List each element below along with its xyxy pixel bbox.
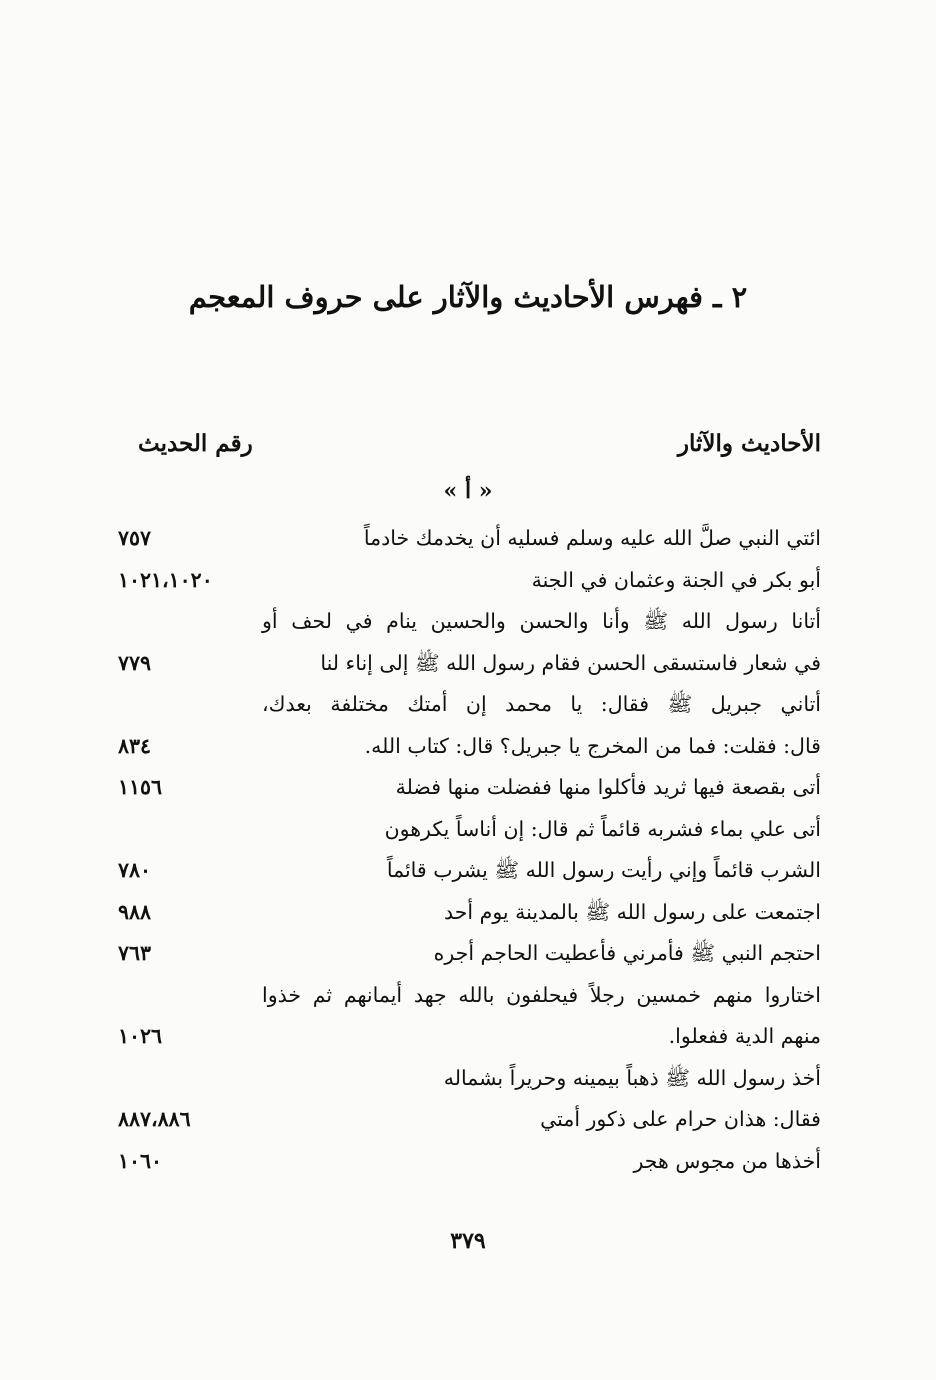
index-line <box>0 767 936 809</box>
hadith-text: أتى بقصعة فيها ثريد فأكلوا منها ففضلت منها فضلة <box>395 775 821 799</box>
hadith-text: أتاني جبريل ﷺ فقال: يا محمد إن أمتك مختلفة بعدك، <box>262 692 821 716</box>
hadith-text: أبو بكر في الجنة وعثمان في الجنة <box>531 567 821 592</box>
column-header-hadiths: الأحاديث والآثار <box>677 430 821 457</box>
hadith-text: ائتي النبي صلَّ الله عليه وسلم فسليه أن يخدمك خادماً <box>363 526 821 550</box>
index-line <box>0 892 936 934</box>
hadith-number: ١٠٢١،١٠٢٠ <box>118 567 213 592</box>
hadith-text: أتى علي بماء فشربه قائماً ثم قال: إن أناساً يكرهون <box>384 816 821 841</box>
hadith-text: منهم الدية ففعلوا. <box>668 1024 821 1048</box>
hadith-text: قال: فقلت: فما من المخرج يا جبريل؟ قال: كتاب الله. <box>364 733 821 758</box>
hadith-number: ٧٥٧ <box>118 526 152 550</box>
hadith-number: ١٠٦٠ <box>118 1148 163 1173</box>
hadith-number: ٨٨٧،٨٨٦ <box>118 1107 191 1131</box>
hadith-text: أخذ رسول الله ﷺ ذهباً بيمينه وحريراً بشماله <box>443 1065 821 1090</box>
index-line <box>0 1058 936 1100</box>
index-line <box>0 809 936 851</box>
index-line <box>0 601 936 643</box>
index-line <box>0 975 936 1017</box>
index-line <box>0 933 936 975</box>
index-line <box>0 1016 936 1058</box>
index-line <box>0 1141 936 1183</box>
index-line <box>0 560 936 602</box>
hadith-text: اجتمعت على رسول الله ﷺ بالمدينة يوم أحد <box>444 899 821 924</box>
section-letter-heading: « أ » <box>443 478 493 504</box>
index-line <box>0 684 936 726</box>
index-line <box>0 643 936 685</box>
hadith-number: ١١٥٦ <box>118 775 163 799</box>
page-title: ٢ ـ فهرس الأحاديث والآثار على حروف المعجم <box>188 280 748 314</box>
hadith-number: ٧٨٠ <box>118 858 152 882</box>
page-number: ٣٧٩ <box>450 1228 486 1254</box>
column-header-hadith-number: رقم الحديث <box>138 430 253 457</box>
hadith-text: أتانا رسول الله ﷺ وأنا والحسن والحسين ينام في لحف أو <box>262 609 821 633</box>
hadith-text: احتجم النبي ﷺ فأمرني فأعطيت الحاجم أجره <box>433 941 821 965</box>
hadith-number: ٩٨٨ <box>118 899 152 924</box>
hadith-number: ٧٦٣ <box>118 941 152 965</box>
hadith-text: في شعار فاستسقى الحسن فقام رسول الله ﷺ إلى إناء لنا <box>320 650 821 675</box>
index-line <box>0 726 936 768</box>
index-line <box>0 850 936 892</box>
hadith-number: ١٠٢٦ <box>118 1024 163 1048</box>
hadith-number: ٧٧٩ <box>118 650 152 675</box>
index-line <box>0 1099 936 1141</box>
hadith-index-list <box>0 518 936 1182</box>
hadith-number: ٨٣٤ <box>118 733 152 758</box>
hadith-text: الشرب قائماً وإني رأيت رسول الله ﷺ يشرب قائماً <box>386 858 821 882</box>
hadith-text: أخذها من مجوس هجر <box>633 1148 821 1173</box>
index-line <box>0 518 936 560</box>
hadith-text: اختاروا منهم خمسين رجلاً فيحلفون بالله جهد أيمانهم ثم خذوا <box>262 982 821 1007</box>
hadith-text: فقال: هذان حرام على ذكور أمتي <box>540 1107 821 1131</box>
